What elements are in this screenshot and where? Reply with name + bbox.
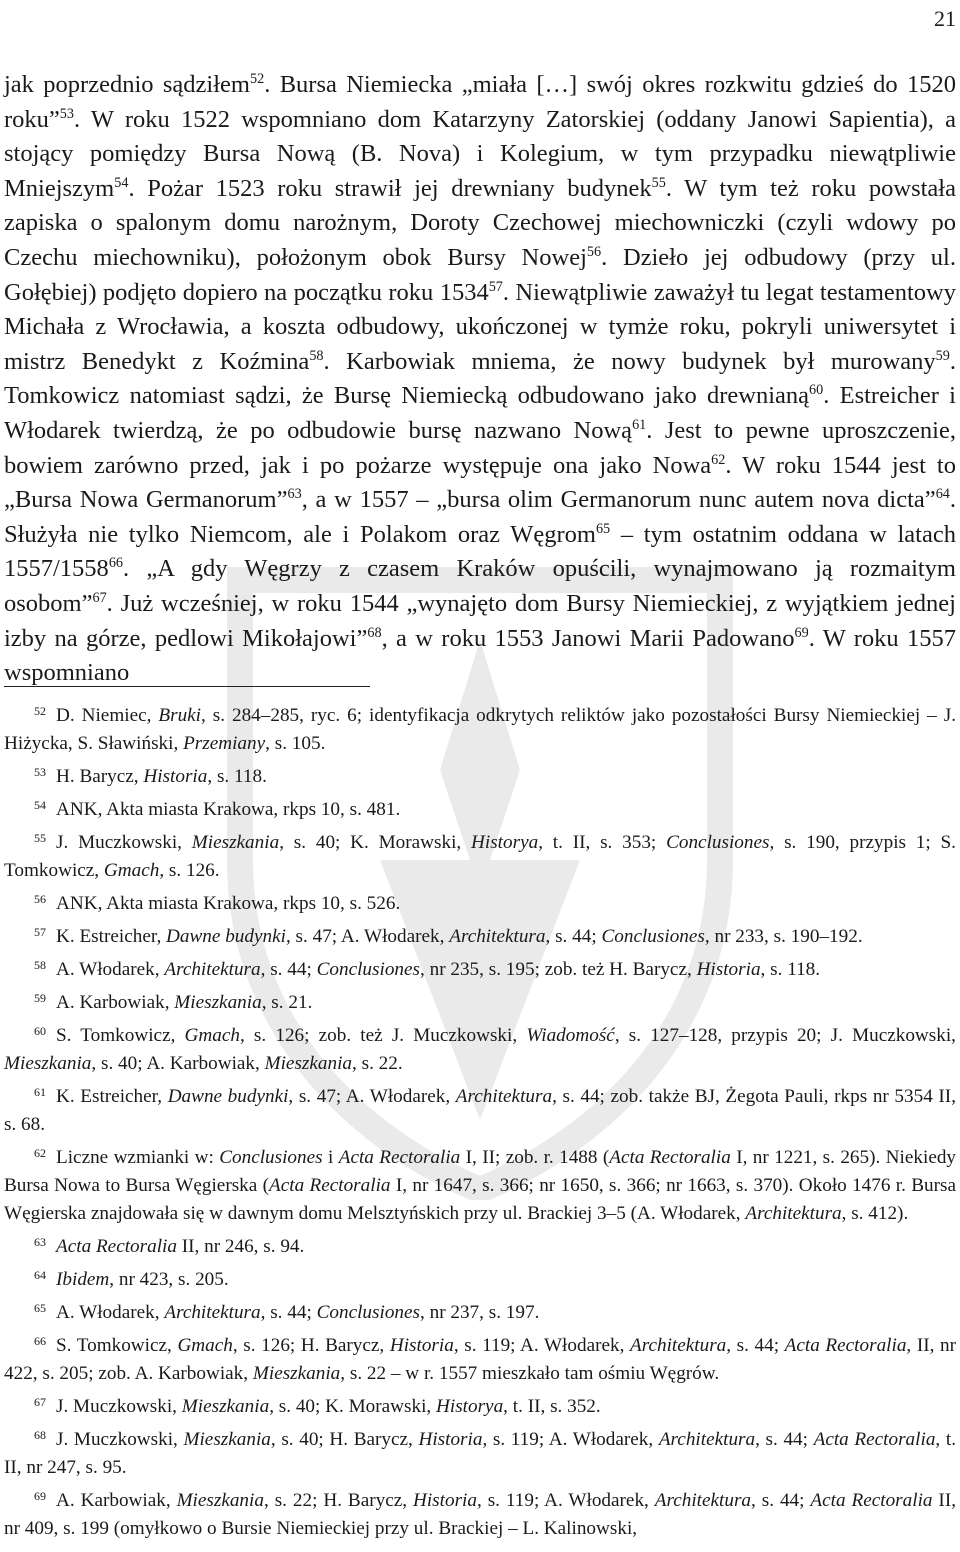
- footnote-text: K. Estreicher,: [56, 1086, 168, 1107]
- footnote-title: Gmach: [184, 1025, 240, 1046]
- footnote-title: Conclusiones: [219, 1147, 323, 1168]
- footnote-separator: [4, 686, 370, 687]
- footnote-ref: 68: [367, 624, 382, 641]
- footnote-number: 67: [34, 1395, 46, 1409]
- footnote-title: Acta Rectoralia: [269, 1175, 391, 1196]
- footnote-ref: 53: [59, 105, 74, 122]
- footnote-text: II, nr 409, s. 199 (omyłkowo o Bursie Niemieckiej przy ul. Brackiej – L. Kalinowski,: [4, 1490, 957, 1539]
- footnote-text: , s. 284–285, ryc. 6; identyfikacja odkrytych reliktów jako pozostałości Bursy Niemieckiej – J. Hiżycka, S. Sławiński,: [4, 705, 956, 754]
- footnote-text: , s. 47; A. Włodarek,: [285, 926, 450, 947]
- footnote-text: , s. 21.: [261, 992, 313, 1013]
- footnote-ref: 62: [711, 451, 726, 468]
- footnote: [4, 1228, 956, 1261]
- footnote-text: , t. II, s. 352.: [503, 1396, 601, 1417]
- footnote: [4, 918, 956, 951]
- footnote-title: Bruki: [158, 705, 202, 726]
- footnote-ref: 65: [595, 520, 611, 537]
- footnote: [4, 951, 956, 984]
- footnote-number: 61: [34, 1085, 46, 1099]
- body-text-run: . Tomkowicz natomiast sądzi, że Bursę Niemiecką odbudowano jako drewnianą: [4, 347, 956, 410]
- footnote-text: , s. 47; A. Włodarek,: [288, 1086, 456, 1107]
- footnote-text: , s. 190, przypis 1; S. Tomkowicz,: [4, 832, 956, 881]
- footnote-text: , s. 44;: [751, 1490, 811, 1511]
- footnote-number: 55: [34, 831, 46, 845]
- footnote-ref: 58: [309, 347, 324, 364]
- footnote: [4, 758, 956, 791]
- footnote: [4, 1017, 956, 1078]
- footnote: [4, 1139, 956, 1228]
- footnote-title: Historia: [696, 959, 761, 980]
- body-text-run: . Dzieło jej odbudowy (przy ul. Gołębiej) podjęto dopiero na początku roku 1534: [4, 243, 956, 306]
- footnote-ref: 52: [249, 70, 265, 87]
- footnote-text: , t. II, nr 247, s. 95.: [4, 1429, 956, 1478]
- footnote-title: Architektura: [745, 1203, 842, 1224]
- footnote-text: , s. 40; H. Barycz,: [270, 1429, 419, 1450]
- body-text-run: . W roku 1557 wspomniano: [4, 624, 956, 687]
- footnote-text: , t. II, s. 353;: [538, 832, 667, 853]
- footnotes-section: [4, 697, 956, 1543]
- footnote-title: Historya: [471, 832, 539, 853]
- footnote-ref: 67: [92, 589, 107, 606]
- footnote-title: Mieszkania: [176, 1490, 264, 1511]
- footnote-text: ANK, Akta miasta Krakowa, rkps 10, s. 526.: [56, 893, 401, 914]
- footnote-title: Gmach: [103, 860, 160, 881]
- footnote-number: 68: [34, 1428, 46, 1442]
- footnote-text: I, nr 1647, s. 366; nr 1650, s. 366; nr 1663, s. 370). Około 1476 r. Bursa Węgierska znajdowała się w dawnym domu Melsztyńskich przy ul. Brackiej 3–5 (A. Włodarek,: [4, 1175, 957, 1224]
- footnote-title: Conclusiones: [601, 926, 705, 947]
- footnote: [4, 1261, 956, 1294]
- body-text-run: . Już wcześniej, w roku 1544 „wynajęto dom Bursy Niemieckiej, z wyjątkiem jednej izby na górze, pedlowi Mikołajowi”: [4, 589, 956, 652]
- footnote-number: 65: [34, 1301, 46, 1315]
- footnote-number: 52: [34, 704, 46, 718]
- footnote-title: Historya: [436, 1396, 504, 1417]
- footnote-text: , s. 118.: [207, 766, 267, 787]
- footnote-title: Acta Rectoralia: [56, 1236, 177, 1257]
- footnote-text: , s. 119; A. Włodarek,: [476, 1490, 655, 1511]
- body-text-run: . Jest to pewne uproszczenie, bowiem zarówno przed, jak i po pożarze występuje ona jako Nowa: [4, 416, 956, 479]
- body-text-run: . W roku 1544 jest to „Bursa Nowa Germanorum”: [4, 451, 956, 514]
- footnote-title: Historia: [143, 766, 208, 787]
- footnote-text: , s. 126; H. Barycz,: [232, 1335, 390, 1356]
- footnote-ref: 54: [114, 174, 129, 191]
- body-text-run: . Pożar 1523 roku strawił jej drewniany budynek: [128, 174, 652, 202]
- footnote-text: S. Tomkowicz,: [56, 1335, 178, 1356]
- footnote-text: , nr 237, s. 197.: [420, 1302, 540, 1323]
- footnote-ref: 59: [935, 347, 950, 364]
- footnote-title: Przemiany: [183, 733, 266, 754]
- footnote-text: J. Muczkowski,: [56, 1429, 184, 1450]
- footnote-text: , s. 22.: [352, 1053, 403, 1074]
- footnote-number: 53: [34, 765, 46, 779]
- footnote-text: i: [322, 1147, 339, 1168]
- body-text-run: . W tym też roku powstała zapiska o spalonym domu narożnym, Doroty Czechowej miechowniczki (czyli wdowy po Czechu miechowniku), położonym obok Bursy Nowej: [4, 174, 956, 271]
- footnote-text: , s. 40; K. Morawski,: [279, 832, 472, 853]
- footnote-title: Conclusiones: [666, 832, 770, 853]
- footnote-title: Mieszkania: [174, 992, 262, 1013]
- footnote-text: , s. 22 – w r. 1557 mieszkało tam ośmiu Węgrów.: [340, 1363, 720, 1384]
- footnote-title: Acta Rectoralia: [784, 1335, 907, 1356]
- footnote-title: Mieszkania: [4, 1053, 92, 1074]
- footnote-number: 63: [34, 1235, 46, 1249]
- footnote-text: , nr 233, s. 190–192.: [704, 926, 863, 947]
- footnote-text: I, nr 1221, s. 265). Niekiedy Bursa Nowa to Bursa Węgierska (: [4, 1147, 957, 1196]
- main-paragraph: [4, 68, 956, 691]
- footnote-title: Gmach: [177, 1335, 233, 1356]
- footnote-text: D. Niemiec,: [56, 705, 159, 726]
- body-text-run: – tym ostatnim oddana w latach 1557/1558: [4, 520, 956, 583]
- body-text-run: , a w roku 1553 Janowi Marii Padowano: [381, 624, 795, 652]
- footnote-title: Acta Rectoralia: [338, 1147, 461, 1168]
- footnote-number: 57: [34, 925, 46, 939]
- page-number: 21: [934, 6, 956, 31]
- footnote-title: Architektura: [449, 926, 546, 947]
- footnote-title: Architektura: [654, 1490, 752, 1511]
- footnote-title: Historia: [412, 1490, 477, 1511]
- footnote-text: , s. 44;: [260, 1302, 317, 1323]
- footnote-ref: 55: [651, 174, 666, 191]
- body-text-run: . Niewątpliwie zaważył tu legat testamentowy Michała z Wrocławia, a koszta odbudowy, ukończonej w tymże roku, pokryli uniwersytet i mistrz Benedykt z Koźmina: [4, 278, 957, 375]
- footnote-ref: 63: [287, 485, 302, 502]
- footnote: [4, 824, 956, 885]
- footnote-number: 69: [34, 1489, 46, 1503]
- footnote-ref: 56: [586, 243, 602, 260]
- footnote-text: , s. 126; zob. też J. Muczkowski,: [239, 1025, 527, 1046]
- footnote-text: , s. 44; zob. także BJ, Żegota Pauli, rkps nr 5354 II, s. 68.: [4, 1086, 956, 1135]
- footnote-text: , s. 44;: [726, 1335, 785, 1356]
- footnote: [4, 984, 956, 1017]
- footnote-text: , nr 235, s. 195; zob. też H. Barycz,: [420, 959, 697, 980]
- footnote-text: , nr 423, s. 205.: [109, 1269, 229, 1290]
- footnote-title: Mieszkania: [191, 832, 280, 853]
- footnote-text: J. Muczkowski,: [56, 1396, 182, 1417]
- footnote-text: A. Włodarek,: [56, 1302, 165, 1323]
- footnote-text: , s. 118.: [760, 959, 821, 980]
- footnote-title: Conclusiones: [316, 1302, 420, 1323]
- body-text-run: . „A gdy Węgrzy z czasem Kraków opuścili, wynajmowano ją rozmaitym osobom”: [4, 555, 956, 617]
- footnote: [4, 1421, 956, 1482]
- footnote-number: 62: [34, 1146, 46, 1160]
- body-text-run: . Służyła nie tylko Niemcom, ale i Polakom oraz Węgrom: [4, 486, 957, 548]
- footnote-ref: 60: [809, 382, 824, 399]
- footnote: [4, 697, 956, 758]
- body-text-run: . W roku 1522 wspomniano dom Katarzyny Zatorskiej (oddany Janowi Sapientia), a stojący pomiędzy Bursa Nową (B. Nova) i Kolegium, w tym przypadku niewątpliwie Mniejszym: [4, 105, 956, 202]
- footnote-text: A. Włodarek,: [56, 959, 165, 980]
- footnote-text: , s. 44;: [755, 1429, 814, 1450]
- footnote-number: 58: [34, 958, 46, 972]
- footnote-ref: 66: [108, 555, 124, 572]
- footnote-text: , s. 127–128, przypis 20; J. Muczkowski,: [614, 1025, 956, 1046]
- footnote-text: , II, nr 422, s. 205; zob. A. Karbowiak,: [4, 1335, 956, 1384]
- footnote-text: J. Muczkowski,: [56, 832, 192, 853]
- footnote-title: Mieszkania: [264, 1053, 353, 1074]
- footnote-text: , s. 22; H. Barycz,: [263, 1490, 413, 1511]
- body-text-run: jak poprzednio sądziłem: [4, 71, 250, 98]
- footnote-ref: 57: [488, 278, 503, 295]
- footnote-title: Architektura: [455, 1086, 553, 1107]
- footnote-title: Acta Rectoralia: [810, 1490, 933, 1511]
- footnote-title: Ibidem: [56, 1269, 110, 1290]
- footnote-text: , s. 44;: [545, 926, 602, 947]
- footnote: [4, 1078, 956, 1139]
- footnote-number: 59: [34, 991, 46, 1005]
- footnote: [4, 1388, 956, 1421]
- footnote-text: , s. 126.: [159, 860, 220, 881]
- footnote-title: Architektura: [658, 1429, 756, 1450]
- footnote-title: Mieszkania: [181, 1396, 270, 1417]
- footnote-text: S. Tomkowicz,: [56, 1025, 185, 1046]
- footnote-title: Acta Rectoralia: [813, 1429, 936, 1450]
- footnote-text: ANK, Akta miasta Krakowa, rkps 10, s. 481.: [56, 799, 401, 820]
- footnote-text: I, II; zob. r. 1488 (: [460, 1147, 610, 1168]
- footnote-title: Mieszkania: [183, 1429, 271, 1450]
- footnote-text: H. Barycz,: [56, 766, 144, 787]
- footnote-text: K. Estreicher,: [56, 926, 167, 947]
- footnote-title: Architektura: [164, 1302, 261, 1323]
- footnote-text: , s. 40; A. Karbowiak,: [91, 1053, 265, 1074]
- footnote-title: Historia: [389, 1335, 454, 1356]
- footnote-ref: 61: [632, 416, 647, 433]
- footnote-title: Dawne budynki: [166, 926, 286, 947]
- footnote-title: Mieszkania: [252, 1363, 341, 1384]
- footnote: [4, 885, 956, 918]
- footnote-text: , s. 119; A. Włodarek,: [482, 1429, 659, 1450]
- footnote-number: 60: [34, 1024, 46, 1038]
- body-text-run: . Karbowiak mniema, że nowy budynek był murowany: [323, 347, 936, 375]
- footnote: [4, 1294, 956, 1327]
- footnote-text: , s. 105.: [265, 733, 326, 754]
- body-text-run: . Estreicher i Włodarek twierdzą, że po odbudowie bursę nazwano Nową: [4, 382, 956, 444]
- footnote-title: Architektura: [630, 1335, 727, 1356]
- footnote-text: , s. 119; A. Włodarek,: [453, 1335, 630, 1356]
- footnote-number: 56: [34, 892, 46, 906]
- footnote-ref: 64: [935, 485, 950, 502]
- footnote-text: II, nr 246, s. 94.: [176, 1236, 305, 1257]
- footnote: [4, 1327, 956, 1388]
- footnote-text: A. Karbowiak,: [56, 992, 175, 1013]
- footnote-text: , s. 44;: [260, 959, 317, 980]
- body-text-run: , a w 1557 – „bursa olim Germanorum nunc autem nova dicta”: [301, 486, 936, 514]
- body-text-run: . Bursa Niemiecka „miała […] swój okres rozkwitu gdzieś do 1520 roku”: [4, 71, 956, 133]
- footnote-text: , s. 412).: [841, 1203, 909, 1224]
- footnote-title: Dawne budynki: [167, 1086, 289, 1107]
- footnote-number: 54: [34, 798, 46, 812]
- footnote-number: 64: [34, 1268, 46, 1282]
- footnote-text: Liczne wzmianki w:: [56, 1147, 220, 1168]
- footnote-text: A. Karbowiak,: [56, 1490, 177, 1511]
- footnote-title: Wiadomość: [526, 1025, 615, 1046]
- footnote: [4, 791, 956, 824]
- footnote-title: Acta Rectoralia: [609, 1147, 731, 1168]
- footnote-title: Historia: [418, 1429, 483, 1450]
- footnote-title: Architektura: [164, 959, 261, 980]
- footnote: [4, 1482, 956, 1543]
- footnote-title: Conclusiones: [316, 959, 420, 980]
- footnote-ref: 69: [794, 624, 809, 641]
- footnote-text: , s. 40; K. Morawski,: [269, 1396, 437, 1417]
- footnote-number: 66: [34, 1334, 46, 1348]
